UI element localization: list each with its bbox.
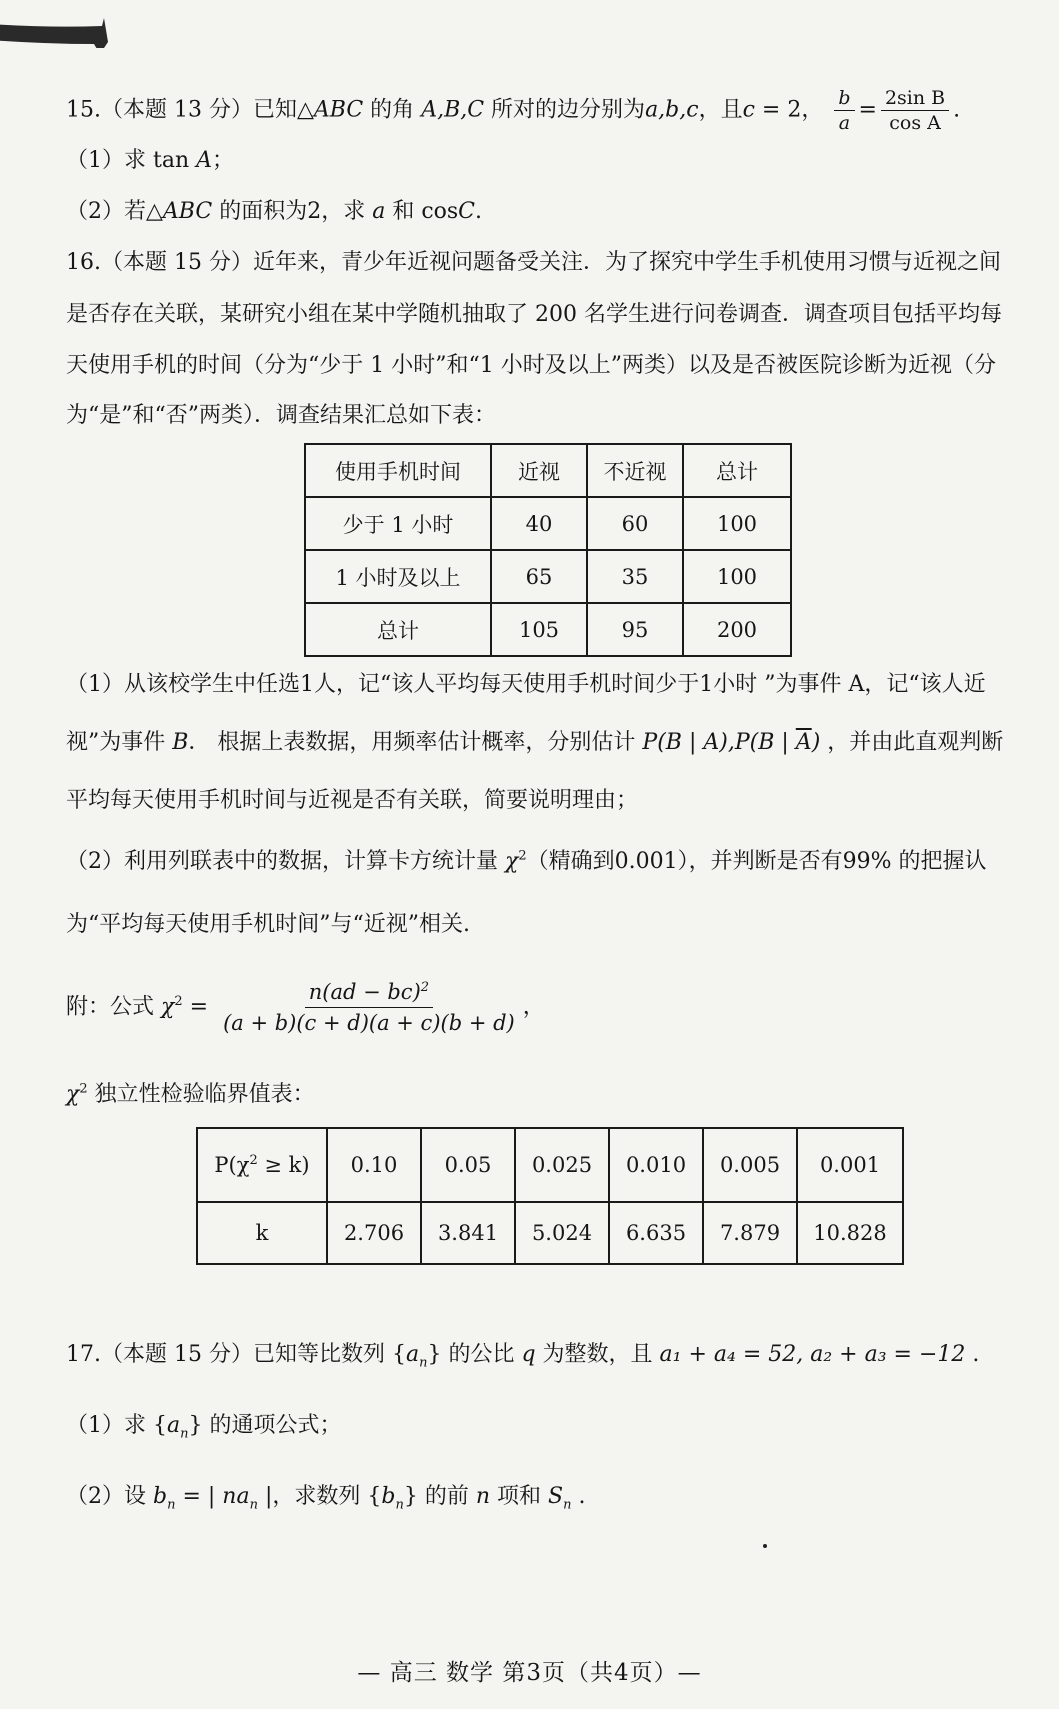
table-row bbox=[197, 1202, 903, 1264]
q16-part2-line2: 为“平均每天使用手机时间”与“近视”相关. bbox=[66, 912, 470, 937]
fraction-2sinB-over-cosA: $\frac{\text{2sin B}}{\text{cos A}}$ bbox=[881, 86, 949, 135]
table-row bbox=[197, 1128, 903, 1202]
table-cell: 100 bbox=[683, 497, 791, 550]
table-cell: 95 bbox=[587, 603, 683, 656]
table-cell: 100 bbox=[683, 550, 791, 603]
table-cell: 10.828 bbox=[797, 1202, 903, 1264]
q15-part1: （1）求 tan A； bbox=[66, 148, 235, 173]
table-cell: 0.025 bbox=[515, 1128, 609, 1202]
q16-part1-line1: （1）从该校学生中任选1人，记“该人平均每天使用手机时间少于1小时 ”为事件 A，记“该人近 bbox=[66, 672, 986, 697]
contingency-table bbox=[304, 443, 792, 657]
table-cell: 总计 bbox=[305, 603, 491, 656]
stray-dot bbox=[763, 1544, 767, 1548]
table-cell: 7.879 bbox=[703, 1202, 797, 1264]
table-cell: 1 小时及以上 bbox=[305, 550, 491, 603]
q16-stem-line3: 天使用手机的时间（分为“少于 1 小时”和“1 小时及以上”两类）以及是否被医院诊断为近视（分 bbox=[66, 353, 996, 378]
fraction-b-over-a: $\frac{b}{a}$ bbox=[834, 86, 854, 135]
table-cell: 少于 1 小时 bbox=[305, 497, 491, 550]
table-cell: 0.001 bbox=[797, 1128, 903, 1202]
table-header-cell: $P(\chi^2 \ge k)$ bbox=[197, 1128, 327, 1202]
table-row bbox=[305, 603, 791, 656]
table-cell: 0.10 bbox=[327, 1128, 421, 1202]
q15-stem: 15.（本题 13 分）已知△ABC 的角 A,B,C 所对的边分别为a,b,c，且c = 2， $\frac{b}{a}$ = $\frac{\text{2sin B}}{\text{cos A}}$ . bbox=[66, 87, 961, 134]
table-row bbox=[305, 550, 791, 603]
table-row bbox=[305, 497, 791, 550]
q16-stem-line2: 是否存在关联，某研究小组在某中学随机抽取了 200 名学生进行问卷调查．调查项目包括平均每 bbox=[66, 302, 1002, 327]
formula-fraction: $\frac{n(ad - bc)^2}{(a + b)(c + d)(a + c)(b + d)}$ bbox=[219, 977, 519, 1038]
q15-part2: （2）若△ABC 的面积为2，求 a 和 cosC. bbox=[66, 199, 483, 224]
table-cell: 40 bbox=[491, 497, 587, 550]
critical-table-title: $\chi^2$ 独立性检验临界值表： bbox=[66, 1081, 315, 1107]
table-cell: 0.005 bbox=[703, 1128, 797, 1202]
q16-stem-line4: 为“是”和“否”两类）．调查结果汇总如下表： bbox=[66, 403, 496, 428]
table-cell: 35 bbox=[587, 550, 683, 603]
q16-part2-line1: （2）利用列联表中的数据，计算卡方统计量 $\chi^2$（精确到0.001），并判断是否有99% 的把握认 bbox=[66, 848, 987, 874]
chi-square-formula: 附：公式 $\chi^2$ = $\frac{n(ad - bc)^2}{(a + b)(c + d)(a + c)(b + d)}$ ， bbox=[66, 977, 1019, 1038]
q16-part1-line3: 平均每天使用手机时间与近视是否有关联，简要说明理由； bbox=[66, 788, 639, 813]
table-cell: 2.706 bbox=[327, 1202, 421, 1264]
q17-part2: （2）设 $b_n$ = | $na_n$ |，求数列 $\{b_n\}$ 的前 n 项和 $S_n$ . bbox=[66, 1484, 586, 1513]
table-header-cell: 不近视 bbox=[587, 444, 683, 497]
table-header-row bbox=[305, 444, 791, 497]
q17-part1: （1）求 $\{a_n\}$ 的通项公式； bbox=[66, 1413, 342, 1442]
table-cell: 65 bbox=[491, 550, 587, 603]
table-header-cell: 使用手机时间 bbox=[305, 444, 491, 497]
q16-part1-line2: 视”为事件 B． 根据上表数据，用频率估计概率，分别估计 P(B | A),P(B | $\overline{A}$) ，并由此直观判断 bbox=[66, 730, 1004, 755]
page-footer: — 高三 数学 第3页（共4页）— bbox=[357, 1660, 702, 1686]
table-header-cell: 总计 bbox=[683, 444, 791, 497]
q16-stem-line1: 16.（本题 15 分）近年来，青少年近视问题备受关注．为了探究中学生手机使用习惯与近视之间 bbox=[66, 250, 1001, 275]
table-header-cell: k bbox=[197, 1202, 327, 1264]
table-header-cell: 近视 bbox=[491, 444, 587, 497]
table-cell: 60 bbox=[587, 497, 683, 550]
table-cell: 5.024 bbox=[515, 1202, 609, 1264]
table-cell: 0.05 bbox=[421, 1128, 515, 1202]
table-cell: 3.841 bbox=[421, 1202, 515, 1264]
table-cell: 200 bbox=[683, 603, 791, 656]
table-cell: 105 bbox=[491, 603, 587, 656]
table-cell: 6.635 bbox=[609, 1202, 703, 1264]
q17-stem: 17.（本题 15 分）已知等比数列 $\{a_n\}$ 的公比 q 为整数，且 a₁ + a₄ = 52, a₂ + a₃ = −12 . bbox=[66, 1342, 980, 1371]
table-cell: 0.010 bbox=[609, 1128, 703, 1202]
critical-value-table bbox=[196, 1127, 904, 1265]
